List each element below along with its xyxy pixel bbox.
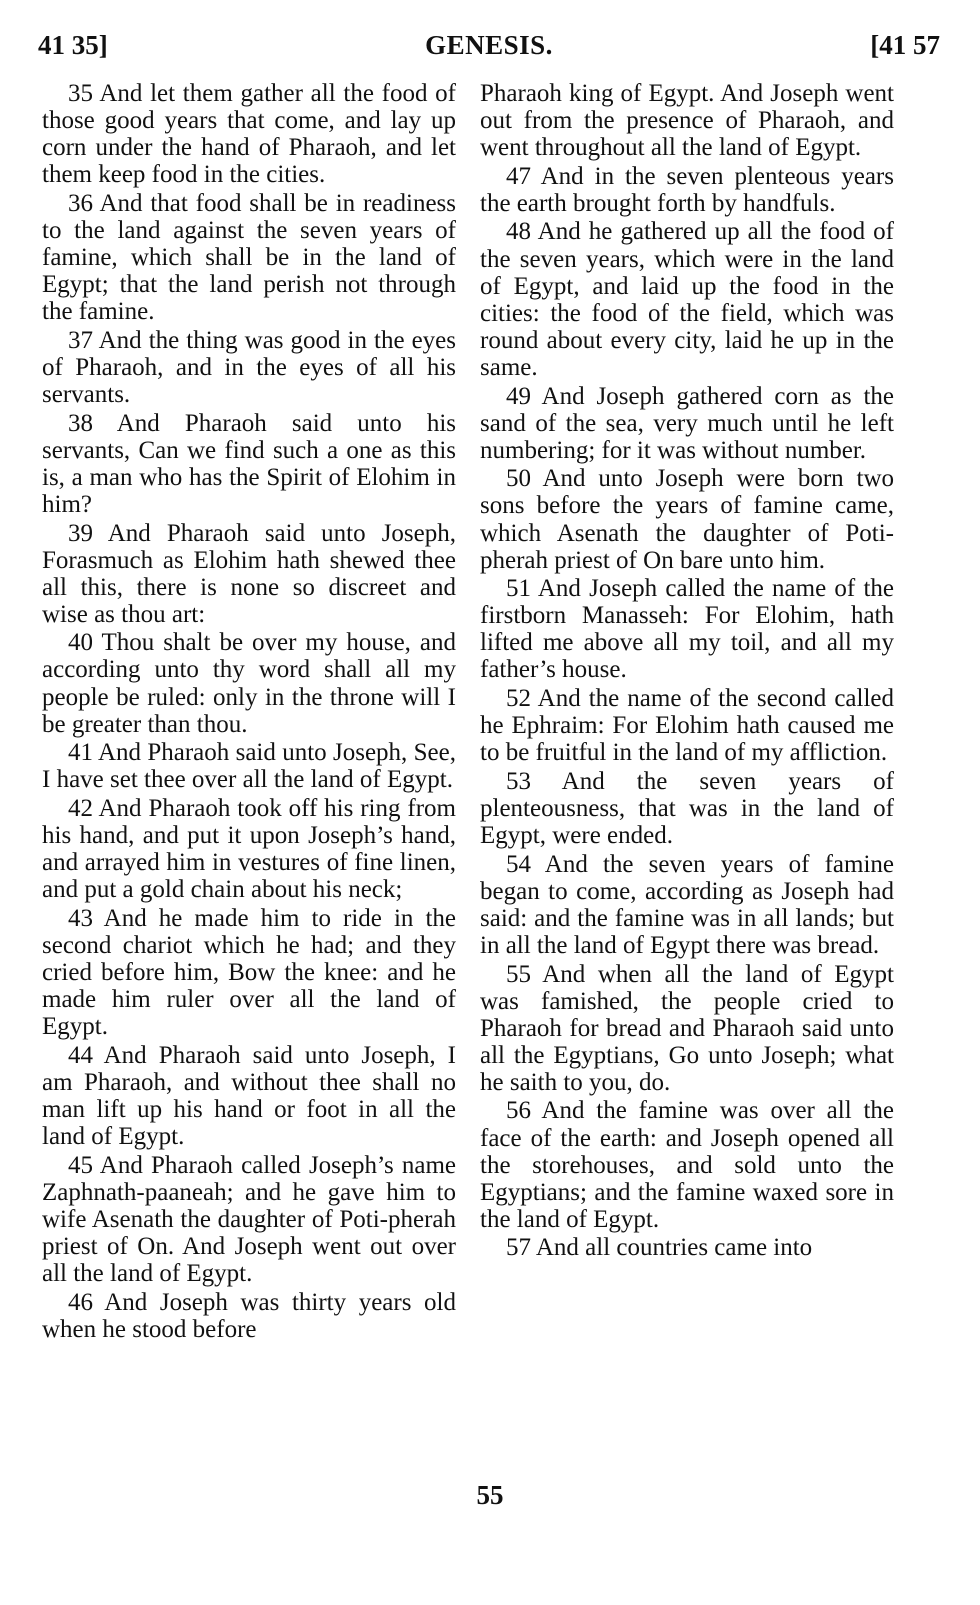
running-head-left-reference: 41 35] [38, 30, 108, 60]
left-text-column [42, 80, 456, 1344]
verse-50: 50 And unto Joseph were born two sons before the years of famine came, which Asenath the daughter of Poti-pherah priest of On bare unto him. [480, 465, 894, 574]
verse-49: 49 And Joseph gathered corn as the sand of the sea, very much until he left numbering; for it was without number. [480, 382, 894, 464]
running-head-book-title: GENESIS. [425, 30, 553, 60]
verse-44: 44 And Pharaoh said unto Joseph, I am Pharaoh, and without thee shall no man lift up his hand or foot in all the land of Egypt. [42, 1041, 456, 1151]
verse-51: 51 And Joseph called the name of the firstborn Manasseh: For Elohim, hath lifted me above all my toil, and all my father’s house. [480, 575, 894, 684]
verse-35: 35 And let them gather all the food of those good years that come, and lay up corn under the hand of Pharaoh, and let them keep food in the cities. [42, 80, 456, 189]
verse-46-continued: Pharaoh king of Egypt. And Joseph went out from the presence of Pharaoh, and went throughout all the land of Egypt. [480, 80, 894, 162]
verse-53: 53 And the seven years of plenteousness, that was in the land of Egypt, were ended. [480, 767, 894, 850]
verse-57: 57 And all countries came into [506, 1234, 813, 1262]
running-head-right-reference: [41 57 [870, 30, 940, 60]
verse-46: 46 And Joseph was thirty years old when he stood before [42, 1288, 456, 1343]
verse-41: 41 And Pharaoh said unto Joseph, See, I have set thee over all the land of Egypt. [42, 739, 456, 794]
page-number: 55 [476, 1480, 504, 1510]
verse-36: 36 And that food shall be in readiness to the land against the seven years of famine, which shall be in the land of Egypt; that the land perish not through the famine. [42, 189, 456, 326]
verse-45: 45 And Pharaoh called Joseph’s name Zaphnath-paaneah; and he gave him to wife Asenath the daughter of Poti-pherah priest of On. And Joseph went out over all the land of Egypt. [42, 1151, 456, 1288]
verse-43: 43 And he made him to ride in the second chariot which he had; and they cried before him, Bow the knee: and he made him ruler over all the land of Egypt. [42, 904, 456, 1041]
verse-47: 47 And in the seven plenteous years the earth brought forth by handfuls. [480, 162, 894, 217]
right-text-column [480, 80, 894, 1263]
verse-37: 37 And the thing was good in the eyes of Pharaoh, and in the eyes of all his servants. [42, 326, 456, 409]
verse-40: 40 Thou shalt be over my house, and according unto thy word shall all my people be ruled: only in the throne will I be greater than thou. [42, 629, 456, 738]
verse-56: 56 And the famine was over all the face of the earth: and Joseph opened all the storehouses, and sold unto the Egyptians; and the famine waxed sore in the land of Egypt. [480, 1097, 894, 1233]
verse-55: 55 And when all the land of Egypt was famished, the people cried to Pharaoh for bread and Pharaoh said unto all the Egyptians, Go unto Joseph; what he saith to you, do. [480, 960, 894, 1096]
verse-38: 38 And Pharaoh said unto his servants, Can we find such a one as this is, a man who has the Spirit of Elohim in him? [42, 409, 456, 518]
verse-52: 52 And the name of the second called he Ephraim: For Elohim hath caused me to be fruitful in the land of my affliction. [480, 685, 894, 767]
verse-39: 39 And Pharaoh said unto Joseph, Forasmuch as Elohim hath shewed thee all this, there is none so discreet and wise as thou art: [42, 519, 456, 628]
verse-48: 48 And he gathered up all the food of the seven years, which were in the land of Egypt, and laid up the food in the cities: the food of the field, which was round about every city, laid he up in the same. [480, 218, 894, 381]
verse-42: 42 And Pharaoh took off his ring from his hand, and put it upon Joseph’s hand, and arrayed him in vestures of fine linen, and put a gold chain about his neck; [42, 794, 456, 904]
verse-54: 54 And the seven years of famine began to come, according as Joseph had said: and the famine was in all lands; but in all the land of Egypt there was bread. [480, 850, 894, 959]
running-head [38, 30, 940, 70]
